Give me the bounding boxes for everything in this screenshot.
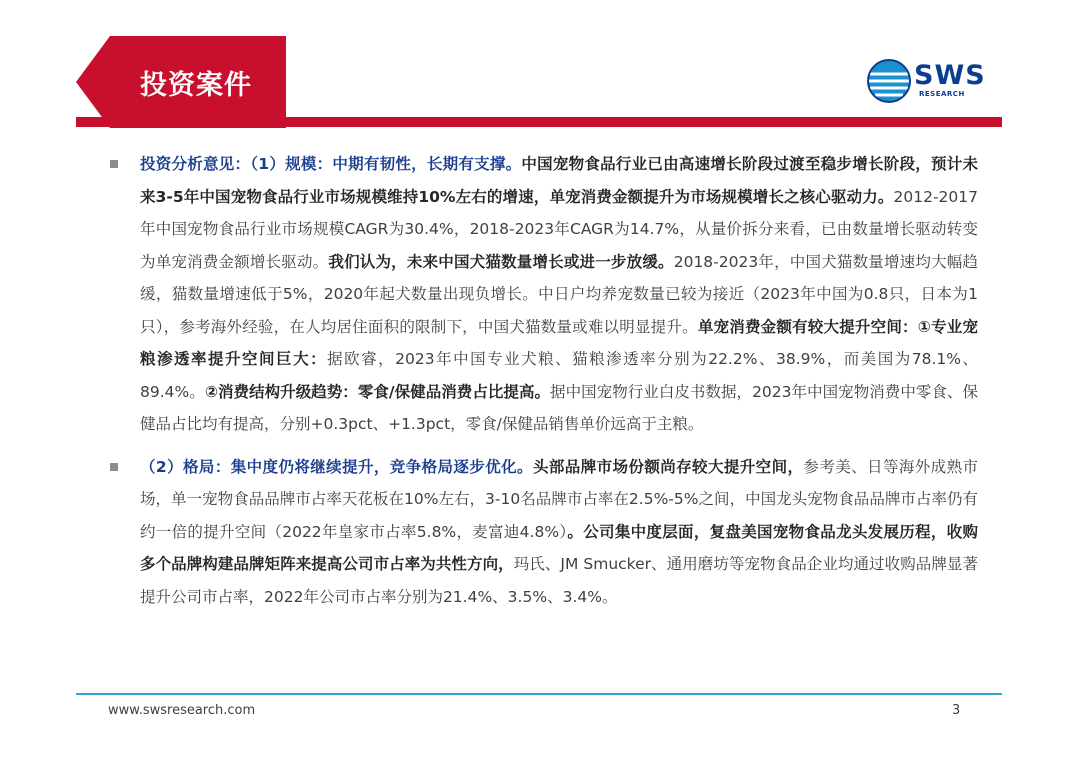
sws-logo [866,58,986,104]
header-divider [76,117,1002,127]
share-text: 参考美、日等海外成熟市场，单一宠物食品品牌市占率天花板在10%左右，3-10名品牌市占率在2.5%-5%之间，中国龙头宠物食品品牌市占率仍有约一倍的提升空间（2022年皇家市占率5.8%，麦富迪4.8%） [140,457,978,541]
structure-heading: ②消费结构升级趋势：零食/保健品消费占比提高。 [204,382,551,401]
concentration-text: 玛氏、JM Smucker、通用磨坊等宠物食品企业均通过收购品牌显著提升公司市占率，2022年公司市占率分别为21.4%、3.5%、3.4%。 [140,555,978,606]
pet-count-view: 我们认为，未来中国犬猫数量增长或进一步放缓。 [328,252,674,271]
landscape-heading: （2）格局：集中度仍将继续提升，竞争格局逐步优化。 [140,457,533,476]
spend-heading: 单宠消费金额有较大提升空间：①专业宠粮渗透率提升空间巨大： [140,317,979,368]
page-number: 3 [952,703,961,718]
pet-count-text: 2018-2023年，中国犬猫数量增速均大幅趋缓，猫数量增速低于5%，2020年起犬数量出现负增长。中日户均养宠数量已较为接近（2023年中国为0.8只，日本为1只），参考海外经验，在人均居住面积的限制下，中国犬猫数量或难以明显提升。 [140,252,978,336]
penetration-text: 据欧睿，2023年中国专业犬粮、猫粮渗透率分别为22.2%、38.9%，而美国为78.1%、89.4%。 [140,350,978,401]
bullet-paragraph-1 [108,148,978,441]
page-title: 投资案件 [140,70,252,101]
footer-divider [76,693,1002,695]
logo-subtitle: RESEARCH [919,90,965,98]
scale-heading: 投资分析意见：（1）规模：中期有韧性，长期有支撑。 [140,155,522,173]
footer-website-link[interactable]: www.swsresearch.com [108,703,256,718]
globe-icon [866,58,912,104]
logo-wordmark: SWS [914,60,986,91]
structure-text: 据中国宠物行业白皮书数据，2023年中国宠物消费中零食、保健品占比均有提高，分别+0.3pct、+1.3pct，零食/保健品销售单价远高于主粮。 [140,382,978,433]
concentration-view: 。公司集中度层面，复盘美国宠物食品龙头发展历程，收购多个品牌构建品牌矩阵来提高公司市占率为共性方向， [140,522,978,573]
scale-summary: 中国宠物食品行业已由高速增长阶段过渡至稳步增长阶段，预计未来3-5年中国宠物食品行业市场规模维持10%左右的增速，单宠消费金额提升为市场规模增长之核心驱动力。 [140,155,978,206]
bullet-square-icon [110,160,118,168]
share-summary: 头部品牌市场份额尚存较大提升空间， [532,457,804,476]
scale-cagr-text: 2012-2017年中国宠物食品行业市场规模CAGR为30.4%，2018-2023年CAGR为14.7%，从量价拆分来看，已由数量增长驱动转变为单宠消费金额增长驱动。 [140,187,978,271]
main-content [108,148,978,613]
bullet-paragraph-2 [108,451,978,614]
bullet-square-icon [110,463,118,471]
